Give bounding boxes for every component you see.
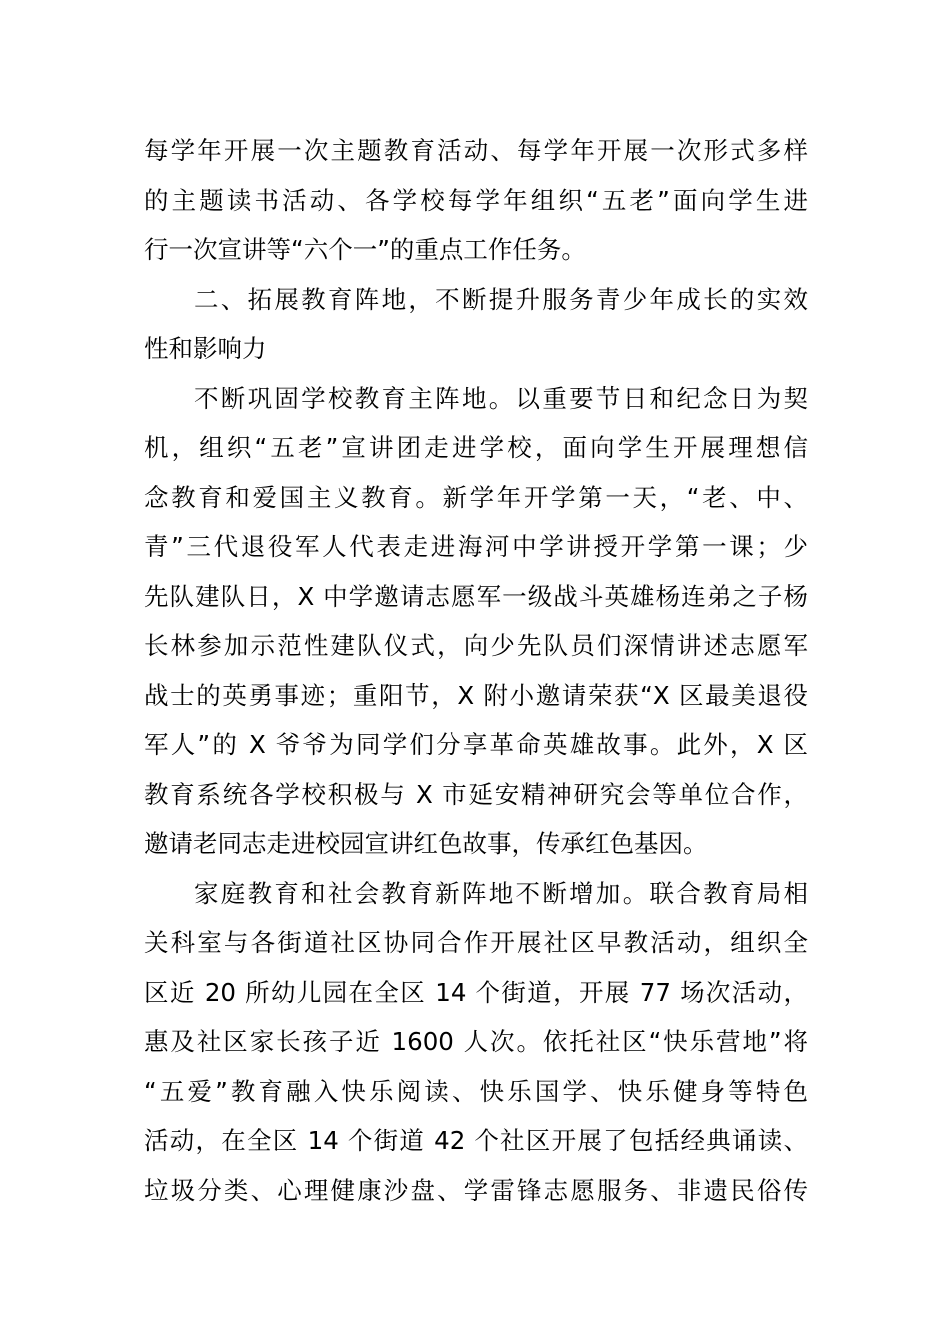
text-line: 行一次宣讲等“六个一”的重点工作任务。 — [144, 235, 586, 264]
text-line: 长林参加示范性建队仪式，向少先队员们深情讲述志愿军 — [144, 631, 808, 660]
text-line: 不断巩固学校教育主阵地。以重要节日和纪念日为契 — [194, 383, 808, 413]
text-line: 青”三代退役军人代表走进海河中学讲授开学第一课；少 — [144, 532, 808, 561]
text-line: 念教育和爱国主义教育。新学年开学第一天，“老、中、 — [144, 482, 808, 512]
text-line: 垃圾分类、心理健康沙盘、学雷锋志愿服务、非遗民俗传 — [144, 1175, 808, 1205]
paragraph — [144, 869, 808, 1216]
paragraph — [144, 126, 808, 275]
text-line: 军人”的 X 爷爷为同学们分享革命英雄故事。此外，X 区 — [144, 730, 808, 759]
section-heading — [144, 275, 808, 374]
text-line: 二、拓展教育阵地，不断提升服务青少年成长的实效 — [194, 284, 808, 314]
text-line: 邀请老同志走进校园宣讲红色故事，传承红色基因。 — [144, 829, 708, 858]
text-line: 每学年开展一次主题教育活动、每学年开展一次形式多样 — [144, 136, 808, 165]
text-line: 先队建队日，X 中学邀请志愿军一级战斗英雄杨连弟之子杨 — [144, 581, 808, 611]
text-line: 关科室与各街道社区协同合作开展社区早教活动，组织全 — [144, 928, 808, 957]
text-line: 家庭教育和社会教育新阵地不断增加。联合教育局相 — [194, 878, 808, 908]
text-line: 教育系统各学校积极与 X 市延安精神研究会等单位合作， — [144, 779, 808, 809]
text-line: 惠及社区家长孩子近 1600 人次。依托社区“快乐营地”将 — [144, 1027, 808, 1056]
text-line: “五爱”教育融入快乐阅读、快乐国学、快乐健身等特色 — [144, 1076, 808, 1106]
text-line: 性和影响力 — [144, 334, 267, 363]
text-line: 战士的英勇事迹；重阳节，X 附小邀请荣获“X 区最美退役 — [144, 680, 808, 710]
document-page — [144, 126, 808, 1215]
paragraph — [144, 374, 808, 869]
text-line: 的主题读书活动、各学校每学年组织“五老”面向学生进 — [144, 185, 808, 215]
text-line: 活动，在全区 14 个街道 42 个社区开展了包括经典诵读、 — [144, 1126, 808, 1155]
text-line: 机，组织“五老”宣讲团走进学校，面向学生开展理想信 — [144, 433, 808, 462]
text-line: 区近 20 所幼儿园在全区 14 个街道，开展 77 场次活动， — [144, 977, 808, 1007]
